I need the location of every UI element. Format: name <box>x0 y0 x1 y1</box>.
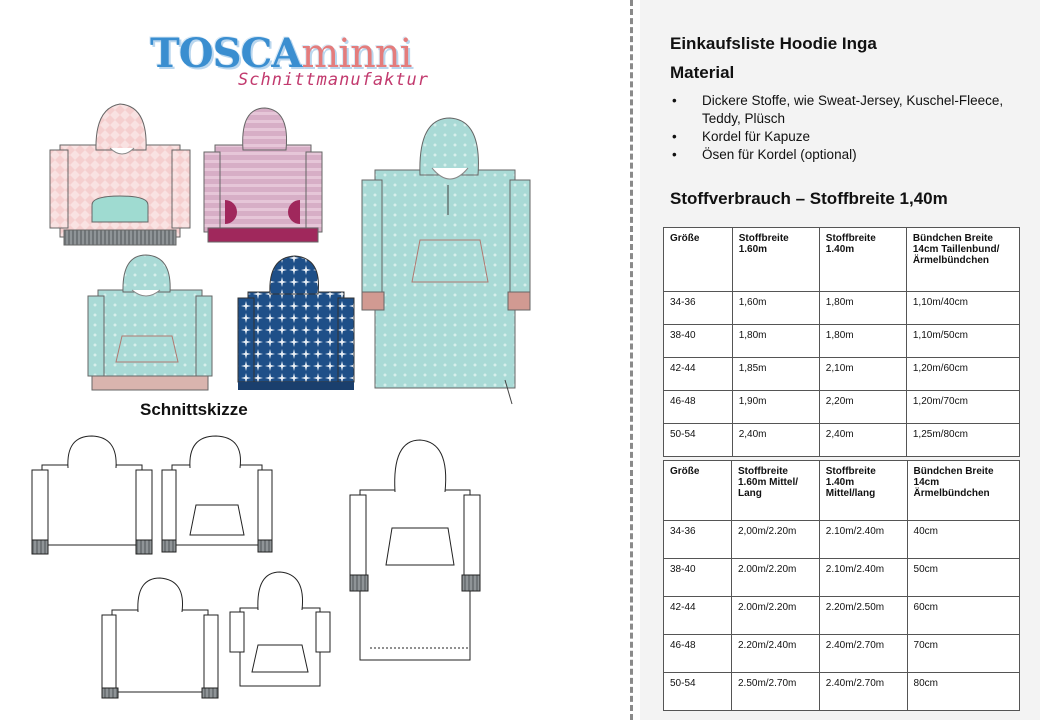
dashed-divider <box>630 0 633 720</box>
logo-subtitle: Schnittmanufaktur <box>238 70 429 90</box>
fabric-table-short <box>663 227 1020 457</box>
table-row: 38-40 2.00m/2.20m 2.10m/2.40m 50cm <box>664 559 1020 597</box>
table-row: 34-36 1,60m 1,80m 1,10m/40cm <box>664 292 1020 325</box>
table-row: 42-44 2.00m/2.20m 2.20m/2.50m 60cm <box>664 597 1020 635</box>
material-list <box>672 92 1040 164</box>
logo-text-blue: TOSCA <box>150 30 302 77</box>
table-row: 46-48 2.20m/2.40m 2.40m/2.70m 70cm <box>664 635 1020 673</box>
table-row: 50-54 2.50m/2.70m 2.40m/2.70m 80cm <box>664 673 1020 711</box>
table-header: Bündchen Breite 14cm Ärmelbündchen <box>907 461 1019 521</box>
table-row: 46-48 1,90m 2,20m 1,20m/70cm <box>664 391 1020 424</box>
table-header: Größe <box>664 461 732 521</box>
fabric-usage-heading: Stoffverbrauch – Stoffbreite 1,40m <box>670 189 948 208</box>
table-header: Stoffbreite 1.60m Mittel/ Lang <box>731 461 819 521</box>
table-header: Bündchen Breite 14cm Taillenbund/ Ärmelbündchen <box>906 228 1019 292</box>
logo-text-pink: minni <box>301 31 412 77</box>
sketch-label: Schnittskizze <box>140 400 248 419</box>
hoodie-mint <box>88 255 212 390</box>
hoodie-navy <box>238 256 354 390</box>
table-row: 38-40 1,80m 1,80m 1,10m/50cm <box>664 325 1020 358</box>
hoodie-pink <box>50 104 190 245</box>
material-item: • Dickere Stoffe, wie Sweat-Jersey, Kuschel-Fleece, Teddy, Plüsch <box>672 92 1040 128</box>
shopping-list-title: Einkaufsliste Hoodie Inga <box>670 34 877 53</box>
table-row: 50-54 2,40m 2,40m 1,25m/80cm <box>664 424 1020 457</box>
material-item: • Ösen für Kordel (optional) <box>672 146 1040 164</box>
hoodie-mauve <box>204 108 322 242</box>
table-header: Größe <box>664 228 733 292</box>
hoodie-mint-dress <box>362 118 530 404</box>
table-header: Stoffbreite 1.40m Mittel/lang <box>819 461 907 521</box>
material-item: • Kordel für Kapuze <box>672 128 1040 146</box>
fabric-table-long <box>663 460 1020 711</box>
table-header: Stoffbreite 1.60m <box>732 228 819 292</box>
table-row: 34-36 2,00m/2.20m 2.10m/2.40m 40cm <box>664 521 1020 559</box>
sketch-outlines <box>32 436 480 698</box>
table-header: Stoffbreite 1.40m <box>819 228 906 292</box>
table-row: 42-44 1,85m 2,10m 1,20m/60cm <box>664 358 1020 391</box>
material-heading: Material <box>670 63 735 82</box>
